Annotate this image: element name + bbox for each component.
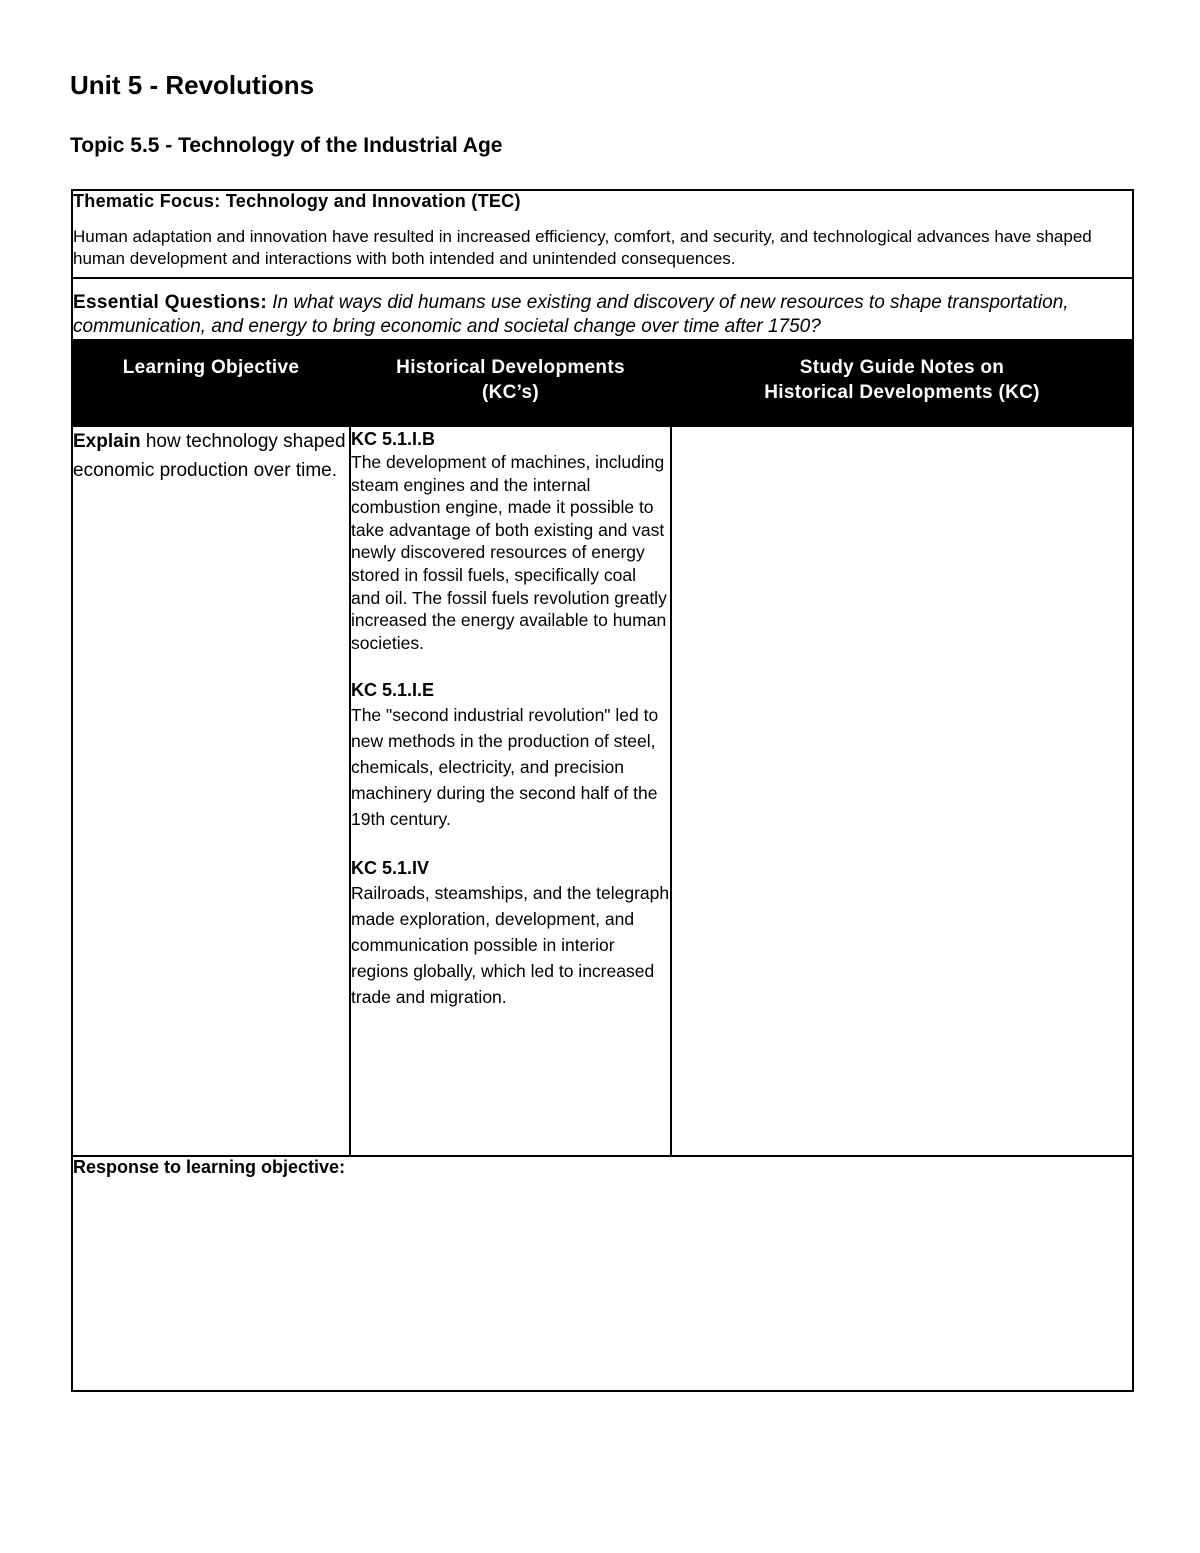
header-learning-objective-label: Learning Objective	[122, 357, 300, 378]
worksheet-table	[71, 189, 1134, 1392]
header-study-guide-line2: Historical Developments (KC)	[764, 382, 1040, 403]
essential-questions-box	[72, 278, 1133, 340]
header-historical-developments-line2: (KC’s)	[481, 382, 540, 403]
header-historical-developments-line1: Historical Developments	[396, 357, 625, 378]
learning-objective-text: how technology shaped economic production over time.	[73, 431, 346, 481]
learning-objective-verb: Explain	[73, 431, 141, 452]
topic-title: Topic 5.5 - Technology of the Industrial Age	[70, 134, 503, 157]
key-concept-code: KC 5.1.I.B	[351, 429, 436, 449]
header-study-guide-notes	[671, 340, 1133, 426]
essential-questions-text: In what ways did humans use existing and discovery of new resources to shape transportation, communication, and energy to bring economic and societal change over time after 1750?	[73, 292, 1069, 337]
key-concept-item	[351, 678, 670, 832]
thematic-focus-box	[72, 190, 1133, 278]
thematic-focus-text: Human adaptation and innovation have resulted in increased efficiency, comfort, and security, and technological advances have shaped human development and interactions with both intended and unintended consequences.	[73, 227, 1092, 268]
key-concept-code: KC 5.1.IV	[351, 858, 430, 879]
key-concept-code: KC 5.1.I.E	[351, 680, 435, 701]
content-row	[72, 426, 1133, 1156]
header-study-guide-line1: Study Guide Notes on	[799, 357, 1005, 378]
key-concept-item	[351, 427, 670, 654]
essential-questions-label: Essential Questions:	[73, 292, 267, 313]
study-guide-notes-field[interactable]	[671, 426, 1133, 1156]
historical-developments-cell	[350, 426, 671, 1156]
key-concept-text: Railroads, steamships, and the telegraph made exploration, development, and communication possible in interior regions globally, which led to increased trade and migration.	[351, 883, 670, 1008]
response-label: Response to learning objective:	[73, 1157, 346, 1177]
key-concept-item	[351, 856, 670, 1010]
header-historical-developments	[350, 340, 671, 426]
table-header-row	[72, 340, 1133, 426]
header-learning-objective	[72, 340, 350, 426]
key-concept-text: The "second industrial revolution" led to new methods in the production of steel, chemicals, electricity, and precision machinery during the second half of the 19th century.	[351, 705, 659, 830]
thematic-focus-label: Thematic Focus: Technology and Innovation (TEC)	[73, 191, 521, 211]
learning-objective-cell	[72, 426, 350, 1156]
key-concept-text: The development of machines, including steam engines and the internal combustion engine, made it possible to take advantage of both existing and vast newly discovered resources of energy stored in fossil fuels, specifically coal and oil. The fossil fuels revolution greatly increased the energy available to human societies.	[351, 452, 667, 653]
response-box[interactable]	[72, 1156, 1133, 1391]
unit-title: Unit 5 - Revolutions	[70, 70, 315, 100]
